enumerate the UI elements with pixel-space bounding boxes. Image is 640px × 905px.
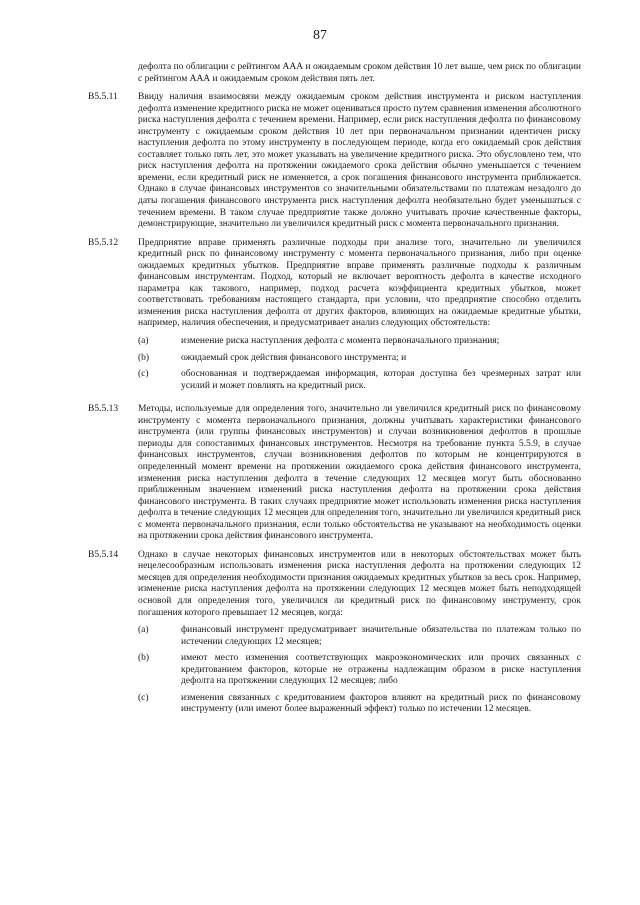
item-text: обоснованная и подтверждаемая информация, которая доступна без чрезмерных затрат или усилий и может повлиять на кредитный риск. [181, 369, 581, 391]
list-item [138, 353, 581, 365]
paragraph-number: В5.5.13 [88, 404, 119, 415]
paragraph-number: В5.5.14 [88, 549, 119, 560]
item-label: (b) [138, 653, 150, 664]
list-item [138, 336, 581, 348]
item-label: (b) [138, 352, 150, 363]
paragraph-b5-5-14 [88, 550, 581, 721]
item-label: (c) [138, 369, 149, 380]
paragraph-b5-5-12 [88, 238, 581, 398]
list-item [138, 625, 581, 648]
item-list [138, 336, 581, 392]
paragraph-text: Методы, используемые для определения того, значительно ли увеличился кредитный риск по финансовому инструменту с момента первоначального признания, должны учитывать характеристики финансового инструмента (или группы финансовых инструментов) и случаи возникновения дефолтов в прошлые периоды для сопоставимых финансовых инструментов. Несмотря на требование пункта 5.5.9, в случае финансовых инструментов, случаи возникновения дефолтов по которым не концентрируются в определенный момент времени на протяжении ожидаемого срока действия финансового инструмента, изменения риска наступления дефолта в течение следующих 12 месяцев могут быть обоснованно приближенным значением изменений риска наступления дефолта на протяжении срока действия финансового инструмента. В таких случаях предприятие может использовать изменения риска наступления дефолта в течение следующих 12 месяцев для определения того, значительно ли увеличился кредитный риск с момента первоначального признания, если только обстоятельства не указывают на необходимость оценки на протяжении срока действия финансового инструмента. [138, 404, 581, 542]
list-item [138, 653, 581, 688]
intro-paragraph: дефолта по облигации с рейтингом ААА и ожидаемым сроком действия 10 лет выше, чем риск по облигации с рейтингом ААА и ожидаемым сроком действия пять лет. [138, 62, 581, 84]
item-label: (c) [138, 692, 149, 703]
page-number: 87 [313, 28, 327, 43]
paragraph-b5-5-11 [88, 92, 581, 231]
paragraph-number: В5.5.12 [88, 237, 119, 248]
item-text: изменение риска наступления дефолта с момента первоначального признания; [181, 336, 500, 347]
paragraph-b5-5-13 [88, 404, 581, 543]
item-text: ожидаемый срок действия финансового инструмента; и [181, 352, 407, 363]
item-text: имеют место изменения соответствующих макроэкономических или прочих связанных с кредитованием факторов, которые не отражены надлежащим образом в риске наступления дефолта на протяжении следующих 12 месяцев; либо [181, 653, 581, 687]
item-label: (a) [138, 336, 149, 347]
item-text: финансовый инструмент предусматривает значительные обязательства по платежам только по истечении следующих 12 месяцев; [181, 625, 581, 647]
list-item [138, 693, 581, 716]
page-content [88, 62, 581, 728]
paragraph-text: Однако в случае некоторых финансовых инструментов или в некоторых обстоятельствах может быть нецелесообразным использовать изменения риска наступления дефолта на протяжении следующих 12 месяцев для определения необходимости признания ожидаемых кредитных убытков за весь срок. Например, изменение риска наступления дефолта на протяжении следующих 12 месяцев может быть неподходящей основой для определения того, увеличился ли кредитный риск по финансовому инструменту, срок погашения которого превышает 12 месяцев, когда: [138, 549, 581, 618]
item-text: изменения связанных с кредитованием факторов влияют на кредитный риск по финансовому инструменту (или имеют более выраженный эффект) только по истечении 12 месяцев. [181, 692, 581, 715]
paragraph-text: Предприятие вправе применять различные подходы при анализе того, значительно ли увеличился кредитный риск по финансовому инструменту с момента первоначального признания, либо при оценке ожидаемых кредитных убытков. Предприятие вправе применять различные подходы к различным финансовым инструментам. Подход, который не включает вероятность дефолта в качестве исходного параметра как такового, например, подход расчета коэффициента кредитных убытков, может соответствовать требованиям настоящего стандарта, при условии, что предприятие способно отделить изменения риска наступления дефолта от других факторов, влияющих на ожидаемые кредитные убытки, например, наличия обеспечения, и предусматривает анализ следующих обстоятельств: [138, 237, 581, 329]
list-item [138, 369, 581, 392]
item-list [138, 625, 581, 716]
paragraph-text: Ввиду наличия взаимосвязи между ожидаемым сроком действия инструмента и риском наступления дефолта изменение кредитного риска не может оцениваться просто путем сравнения изменения абсолютного риска наступления дефолта с течением времени. Например, если риск наступления дефолта по финансовому инструменту с ожидаемым сроком действия 10 лет при первоначальном признании идентичен риску наступления дефолта по этому инструменту в последующем периоде, когда его ожидаемый срок действия составляет только пять лет, это может указывать на увеличение кредитного риска. Это обусловлено тем, что риск наступления дефолта на протяжении ожидаемого срока действия обычно уменьшается с течением времени, если кредитный риск не изменяется, а срок погашения финансового инструмента приближается. Однако в случае финансовых инструментов со значительными обязательствами по платежам незадолго до даты погашения финансового инструмента риск наступления дефолта необязательно будет уменьшаться с течением времени. В таком случае предприятие также должно учитывать прочие качественные факторы, демонстрирующие, значительно ли увеличился кредитный риск с момента первоначального признания. [138, 92, 581, 230]
item-label: (a) [138, 625, 149, 636]
paragraph-number: В5.5.11 [88, 92, 118, 103]
